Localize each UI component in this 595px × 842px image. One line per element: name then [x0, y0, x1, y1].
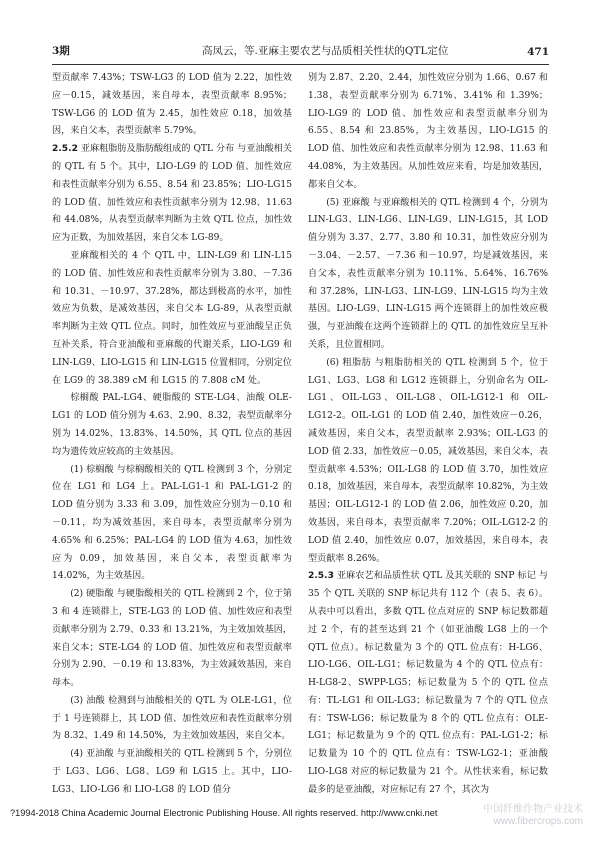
body-paragraph: (5) 亚麻酸 与亚麻酸相关的 QTL 检测到 4 个，分别为 LIN-LG3、LIN-LG6、LIN-LG9、LIN-LG15，其 LOD 值分别为 3.37、2.77、3.80 和 10.31，加性效应分别为－3.04、－2.57、－7.36 和－10.97，均是减效基因，来自父本，表性贡献率分别为 10.11%、5.64%、16.76% 和 37.28%，LIN-LG3、LIN-LG9、LIN-LG15 均为主效基因。LIO-LG9、LIN-LG15 两个连锁群上的加性效应极强，与亚油酸在这两个连锁群上的 QTL 的加性效应呈互补关系，且位置相同。	[308, 197, 548, 350]
continued-paragraph: 型贡献率 7.43%；TSW-LG3 的 LOD 值为 2.22，加性效应－0.15，减效基因，来自母本，表型贡献率 8.95%；TSW-LG6 的 LOD 值为 2.45，加性效应 0.18，加效基因，来自父本，表型贡献率 5.79%。	[52, 73, 292, 137]
section-paragraph	[308, 568, 548, 799]
running-header	[52, 36, 549, 65]
copyright-line: ?1994-2018 China Academic Journal Electronic Publishing House. All rights reserved. http://www.cnki.net	[10, 808, 438, 818]
body-paragraph: (6) 粗脂肪 与粗脂肪相关的 QTL 检测到 5 个，位于 LG1、LG3、LG8 和 LG12 连锁群上，分别命名为 OIL-LG1、OIL-LG3、OIL-LG8、OIL-LG12-1 和 OIL-LG12-2。OIL-LG1 的 LOD 值 2.40，加性效应－0.26，减效基因，来自父本，表型贡献率 2.93%；OIL-LG3 的 LOD 值 2.33，加性效应－0.05，减效基因，来自父本，表型贡献率 4.53%；OIL-LG8 的 LOD 值 3.70，加性效应 0.18，加效基因，来自母本，表型贡献率 10.82%，为主效基因；OIL-LG12-1 的 LOD 值 2.06，加性效应 0.20，加效基因，来自母本，表型贡献率 7.20%；OIL-LG12-2 的 LOD 值 2.40，加性效应 0.07，加效基因，来自母本，表型贡献率 8.26%。	[308, 357, 548, 564]
body-paragraph: (2) 硬脂酸 与硬脂酸相关的 QTL 检测到 2 个，位于第 3 和 4 连锁群上，STE-LG3 的 LOD 值、加性效应和表型贡献率分别为 2.79、0.33 和 13.21%，为主效加效基因，来自父本；STE-LG4 的 LOD 值、加性效应和表型贡献率分别为 2.90、－0.19 和 13.83%，为主效减效基因，来自母本。	[52, 589, 292, 689]
watermark-url: www.fibercrops.com	[493, 816, 583, 827]
body-paragraph: (1) 棕榈酸 与棕榈酸相关的 QTL 检测到 3 个，分别定位在 LG1 和 LG4 上。PAL-LG1-1 和 PAL-LG1-2 的 LOD 值分别为 3.33 和 3.09，加性效应分别为－0.10 和－0.11，均为减效基因，来自母本，表型贡献率分别为 4.65% 和 6.25%；PAL-LG4 的 LOD 值为 4.63，加性效应为 0.09，加效基因，来自父本，表型贡献率为 14.02%，为主效基因。	[52, 464, 292, 582]
section-paragraph	[52, 141, 292, 248]
section-text: 亚麻粗脂肪及脂肪酸组成的 QTL 分布 与亚油酸相关的 QTL 有 5 个。其中，LIO-LG9 的 LOD 值、加性效应和表性贡献率分别为 6.55、8.54 和 23.85%；LIO-LG15 的 LOD 值、加性效应和表性贡献率分别为 12.98、11.63 和 44.08%，从表型贡献率判断为主效 QTL 位点，加性效应为正数，为加效基因，来自父本 LG-89。	[52, 144, 292, 244]
issue-label: 3期	[52, 45, 70, 57]
page-number: 471	[527, 46, 549, 58]
section-text: 亚麻农艺和品质性状 QTL 及其关联的 SNP 标记 与 35 个 QTL 关联的 SNP 标记共有 112 个（表 5、表 6）。从表中可以看出，多数 QTL 位点对应的 SNP 标记数都超过 2 个，有的甚至达到 21 个（如亚油酸 LG8 上的一个 QTL 位点）。标记数量为 3 个的 QTL 位点有：H-LG6、LIO-LG6、OIL-LG1；标记数量为 4 个的 QTL 位点有：H-LG8-2、SWPP-LG5；标记数量为 5 个的 QTL 位点有：TL-LG1 和 OIL-LG3；标记数量为 7 个的 QTL 位点有：TSW-LG6；标记数量为 8 个的 QTL 位点有：OLE-LG1；标记数量为 9 个的 QTL 位点有：PAL-LG1-2；标记数量为 10 个的 QTL 位点有：TSW-LG2-1；亚油酸 LIO-LG8 对应的标记数量为 21 个。从性状来看，标记数最多的是亚油酸，对应标记有 27 个，其次为	[308, 571, 548, 795]
body-paragraph: 棕榈酸 PAL-LG4、硬脂酸的 STE-LG4、油酸 OLE-LG1 的 LOD 值分别为 4.63、2.90、8.32，表型贡献率分别为 14.02%、13.83%、14.50%，其 QTL 位点的基因均为遗传效应较高的主效基因。	[52, 393, 292, 457]
section-number: 2.5.3	[308, 571, 334, 582]
running-title: 高凤云，等.亚麻主要农艺与品质相关性状的QTL定位	[202, 45, 449, 57]
continued-paragraph: 别为 2.87、2.20、2.44，加性效应分别为 1.66、0.67 和 1.38，表型贡献率分别为 6.71%、3.41% 和 1.39%；LIO-LG9 的 LOD 值、加性效应和表型贡献率分别为 6.55、8.54 和 23.85%，为主效基因，LIO-LG15 的 LOD 值、加性效应和表性贡献率分别为 12.98、11.63 和 44.08%，为主效基因。从加性效应来看，均是加效基因，都来自父本。	[308, 73, 548, 190]
right-text-column	[308, 70, 548, 800]
watermark-cn: 中国纤维作物产业技术	[483, 804, 583, 815]
section-number: 2.5.2	[52, 144, 78, 155]
body-paragraph: (4) 亚油酸 与亚油酸相关的 QTL 检测到 5 个，分别位于 LG3、LG6、LG8、LG9 和 LG15 上。其中，LIO-LG3、LIO-LG6 和 LIO-LG8 的 LOD 值分	[52, 749, 292, 795]
body-paragraph: 亚麻酸相关的 4 个 QTL 中，LIN-LG9 和 LIN-L15 的 LOD 值、加性效应和表性贡献率分别为 3.80、－7.36 和 10.31、－10.97、37.28%，都达到极高的水平，加性效应为负数，是减效基因，来自父本 LG-89，从表型贡献率判断为主效 QTL 位点。同时，加性效应与亚油酸呈正负互补关系，符合亚油酸和亚麻酸的代谢关系，LIO-LG9 和 LIN-LG9、LIO-LG15 和 LIN-LG15 位置相同，分别定位在 LG9 的 38.389 cM 和 LG15 的 7.808 cM 处。	[52, 250, 292, 386]
watermark	[483, 804, 583, 828]
body-paragraph: (3) 油酸 检测到与油酸相关的 QTL 为 OLE-LG1，位于 1 号连锁群上，其 LOD 值、加性效应和表性贡献率分别为 8.32、1.49 和 14.50%，为主效加效基因，来自父本。	[52, 695, 292, 742]
page-footer	[0, 802, 595, 838]
left-text-column	[52, 70, 292, 800]
